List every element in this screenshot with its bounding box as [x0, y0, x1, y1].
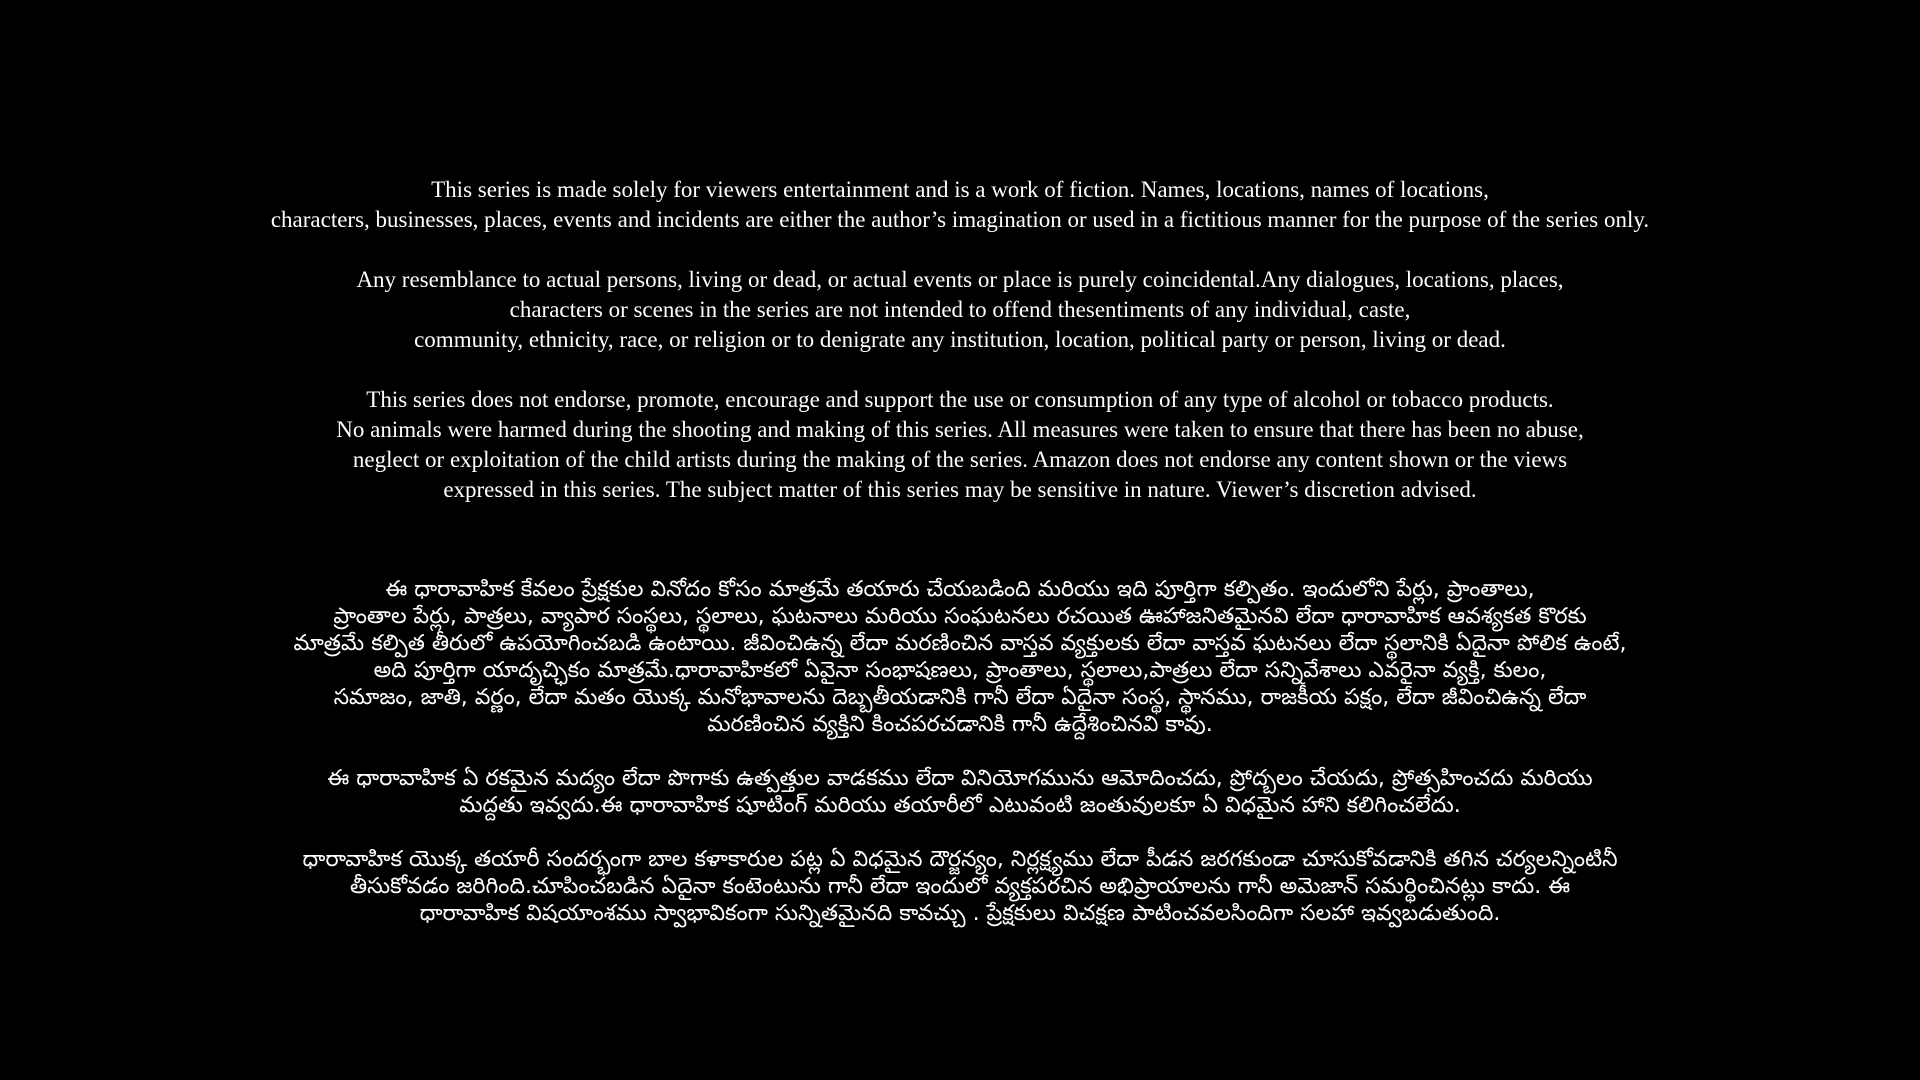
disclaimer-line: ధారావాహిక యొక్క తయారీ సందర్భంగా బాల కళాకారుల పట్ల ఏ విధమైన దౌర్జన్యం, నిర్లక్ష్యము లేదా పీడన జరగకుండా చూసుకోవడానికి తగిన చర్యలన్నింటినీ — [302, 847, 1618, 872]
telugu-paragraph-alcohol — [110, 765, 1810, 819]
disclaimer-line: ఈ ధారావాహిక కేవలం ప్రేక్షకుల వినోదం కోసం మాత్రమే తయారు చేయబడింది మరియు ఇది పూర్తిగా కల్పితం. ఇందులోని పేర్లు, ప్రాంతాలు, — [385, 577, 1535, 602]
disclaimer-line: No animals were harmed during the shooting and making of this series. All measures were taken to ensure that there has been no abuse, — [336, 417, 1584, 442]
disclaimer-line: తీసుకోవడం జరిగింది.చూపించబడిన ఏదైనా కంటెంటును గానీ లేదా ఇందులో వ్యక్తపరచిన అభిప్రాయాలను గానీ అమెజాన్ సమర్థించినట్లు కాదు. ఈ — [349, 874, 1571, 899]
disclaimer-line: neglect or exploitation of the child artists during the making of the series. Amazon does not endorse any content shown or the views — [352, 447, 1568, 472]
disclaimer-line: మద్దతు ఇవ్వదు.ఈ ధారావాహిక షూటింగ్ మరియు తయారీలో ఎటువంటి జంతువులకూ ఏ విధమైన హాని కలిగించలేదు. — [459, 793, 1461, 818]
english-disclaimer — [160, 175, 1760, 535]
disclaimer-line: మరణించిన వ్యక్తిని కించపరచడానికి గానీ ఉద్దేశించినవి కావు. — [707, 712, 1213, 737]
disclaimer-line: సమాజం, జాతి, వర్ణం, లేదా మతం యొక్క మనోభావాలను దెబ్బతీయడానికి గానీ లేదా ఏదైనా సంస్థ, స్థానము, రాజకీయ పక్షం, లేదా జీవించిఉన్న లేదా — [333, 685, 1587, 710]
disclaimer-line: ప్రాంతాల పేర్లు, పాత్రలు, వ్యాపార సంస్థలు, స్థలాలు, ఘటనాలు మరియు సంఘటనలు రచయిత ఊహాజనితమైనవి లేదా ధారావాహిక ఆవశ్యకత కొరకు — [333, 604, 1587, 629]
telugu-paragraph-children — [110, 846, 1810, 927]
telugu-disclaimer — [110, 576, 1810, 954]
english-paragraph-endorsement — [160, 385, 1760, 505]
disclaimer-line: characters or scenes in the series are not intended to offend thesentiments of any individual, caste, — [509, 297, 1411, 322]
disclaimer-line: characters, businesses, places, events and incidents are either the author’s imagination or used in a fictitious manner for the purpose of the series only. — [270, 207, 1650, 232]
disclaimer-line: ఈ ధారావాహిక ఏ రకమైన మద్యం లేదా పొగాకు ఉత్పత్తుల వాడకము లేదా వినియోగమును ఆమోదించదు, ప్రోద్బలం చేయదు, ప్రోత్సహించదు మరియు — [327, 766, 1593, 791]
disclaimer-line: This series does not endorse, promote, encourage and support the use or consumption of any type of alcohol or tobacco products. — [366, 387, 1554, 412]
disclaimer-line: community, ethnicity, race, or religion or to denigrate any institution, location, political party or person, living or dead. — [414, 327, 1506, 352]
english-paragraph-fiction — [160, 175, 1760, 235]
english-paragraph-resemblance — [160, 265, 1760, 355]
disclaimer-line: expressed in this series. The subject matter of this series may be sensitive in nature. Viewer’s discretion advised. — [443, 477, 1477, 502]
disclaimer-line: This series is made solely for viewers entertainment and is a work of fiction. Names, locations, names of locations, — [431, 177, 1489, 202]
telugu-paragraph-fiction — [110, 576, 1810, 738]
disclaimer-line: మాత్రమే కల్పిత తీరులో ఉపయోగించబడి ఉంటాయి. జీవించిఉన్న లేదా మరణించిన వాస్తవ వ్యక్తులకు లేదా వాస్తవ ఘటనలు లేదా స్థలానికి ఏదైనా పోలిక ఉంటే, — [293, 631, 1627, 656]
disclaimer-line: Any resemblance to actual persons, living or dead, or actual events or place is purely coincidental.Any dialogues, locations, places, — [356, 267, 1564, 292]
disclaimer-line: ధారావాహిక విషయాంశము స్వాభావికంగా సున్నితమైనది కావచ్చు . ప్రేక్షకులు విచక్షణ పాటించవలసిందిగా సలహా ఇవ్వబడుతుంది. — [419, 901, 1501, 926]
disclaimer-line: అది పూర్తిగా యాదృచ్ఛికం మాత్రమే.ధారావాహికలో ఏవైనా సంభాషణలు, ప్రాంతాలు, స్థలాలు,పాత్రలు లేదా సన్నివేశాలు ఎవరైనా వ్యక్తి, కులం, — [373, 658, 1547, 683]
